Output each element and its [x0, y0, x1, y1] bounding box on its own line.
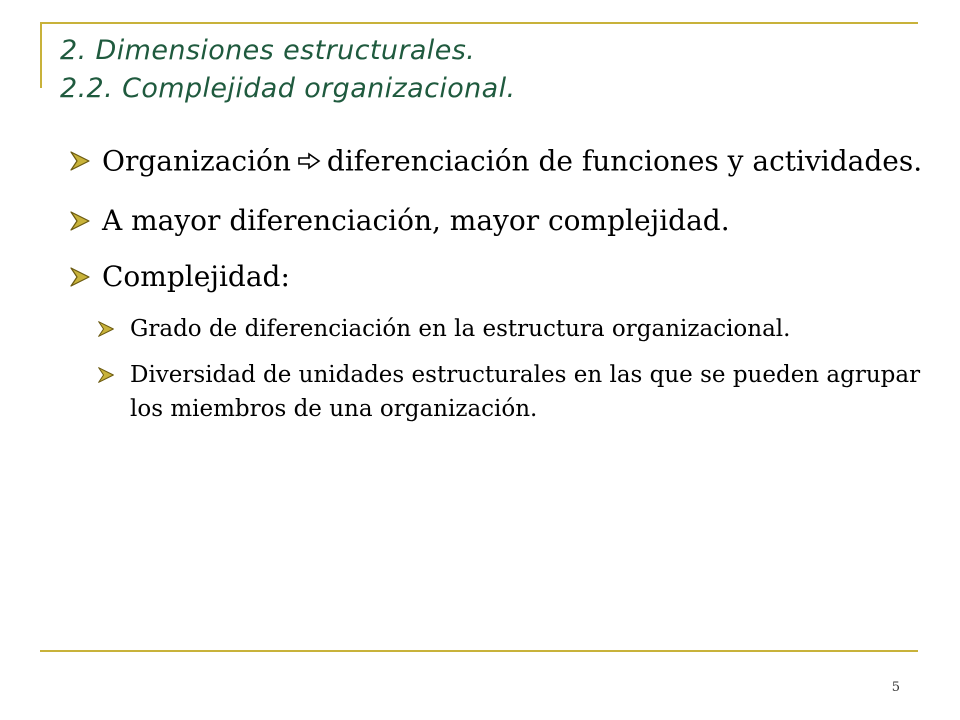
- outlined-right-arrow-icon: [297, 140, 321, 182]
- left-rule: [40, 22, 42, 88]
- title-line-2: 2.2. Complejidad organizacional.: [60, 73, 516, 104]
- bullet-item-mayor-diferenciacion: [58, 200, 928, 242]
- bottom-rule: [40, 650, 918, 652]
- arrowhead-bullet-icon: [58, 200, 102, 242]
- bullet-item-complejidad: [58, 256, 928, 298]
- sub-bullet-text: Diversidad de unidades estructurales en las que se pueden agrupar los miembros de una organización.: [130, 362, 921, 422]
- arrowhead-bullet-icon: [58, 140, 102, 182]
- arrowhead-bullet-icon: [58, 256, 102, 298]
- title-line-1: 2. Dimensiones estructurales.: [60, 35, 476, 66]
- page-number: 5: [891, 680, 900, 695]
- bullet-item-organizacion: [58, 140, 928, 186]
- arrowhead-bullet-icon: [82, 312, 130, 346]
- top-rule: [40, 22, 918, 24]
- slide-title: [60, 32, 920, 108]
- bullet-text: [102, 140, 928, 186]
- sub-bullet-item-diversidad: [82, 358, 928, 426]
- bullet-text: Complejidad:: [102, 260, 290, 293]
- slide-body: [58, 140, 928, 438]
- bullet-text-part-2: diferenciación de funciones y actividades.: [326, 144, 923, 178]
- bullet-text-part-1: Organización: [102, 144, 291, 178]
- sub-bullet-text: Grado de diferenciación en la estructura organizacional.: [130, 316, 791, 342]
- arrowhead-bullet-icon: [82, 358, 130, 392]
- bullet-text: A mayor diferenciación, mayor complejidad.: [102, 204, 730, 237]
- sub-bullet-item-grado: [82, 312, 928, 346]
